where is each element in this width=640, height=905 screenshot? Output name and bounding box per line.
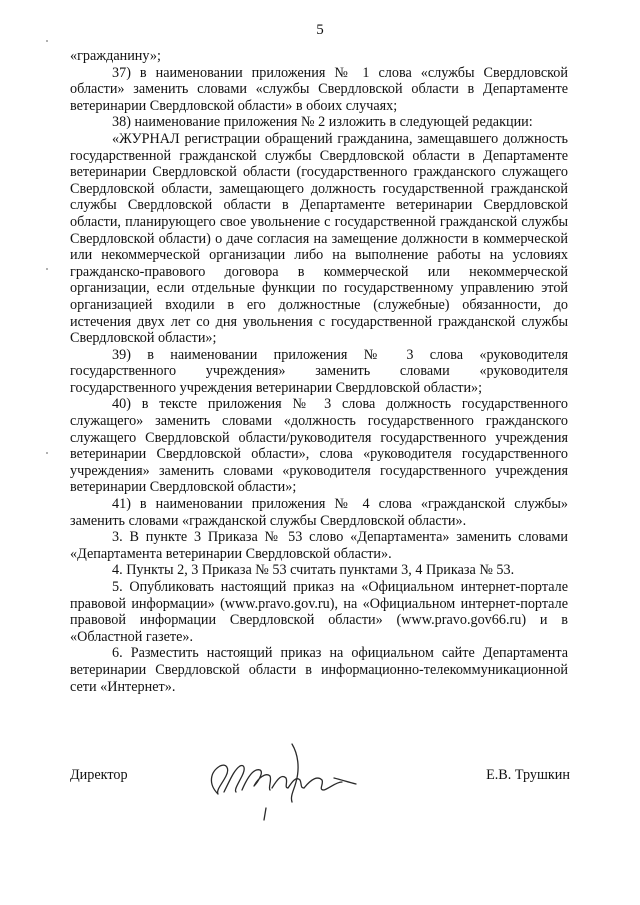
paragraph-point-5: 5. Опубликовать настоящий приказ на «Официальном интернет-портале правовой информации» (www.pravo.gov.ru), на «Официальном интернет-портале правовой информации Свердловской области» (www.pravo.gov66.ru) и в «Областной газете». — [70, 579, 568, 645]
margin-mark — [46, 40, 48, 42]
paragraph-item-38: 38) наименование приложения № 2 изложить в следующей редакции: — [112, 114, 533, 131]
document-body — [70, 48, 568, 695]
paragraph-item-39: 39) в наименовании приложения № 3 слова «руководителя государственного учреждения» заменить словами «руководителя государственного учреждения ветеринарии Свердловской области»; — [70, 346, 568, 396]
paragraph-continuation: «гражданину»; — [70, 48, 161, 64]
signatory-name: Е.В. Трушкин — [486, 767, 570, 783]
page-number: 5 — [316, 22, 324, 38]
paragraph-point-6: 6. Разместить настоящий приказ на официальном сайте Департамента ветеринарии Свердловской области в информационно-телекоммуникационной сети «Интернет». — [70, 645, 568, 695]
paragraph-item-40: 40) в тексте приложения № 3 слова должность государственного служащего» заменить словами «должность государственного гражданского служащего Свердловской области/руководителя государственного учреждения ветеринарии Свердловской области», слова «руководителя государственного учреждения» заменить словами «руководителя государственного учреждения ветеринарии Свердловской области»; — [70, 396, 568, 496]
paragraph-item-41: 41) в наименовании приложения № 4 слова «гражданской службы» заменить словами «гражданской службы Свердловской области». — [70, 496, 568, 529]
margin-mark — [46, 452, 48, 454]
paragraph-item-37: 37) в наименовании приложения № 1 слова «службы Свердловской области» заменить словами «службы Свердловской области в Департаменте ветеринарии Свердловской области» в обоих случаях; — [70, 64, 568, 114]
handwritten-signature — [196, 732, 366, 822]
signatory-title: Директор — [70, 767, 128, 783]
paragraph-point-4: 4. Пункты 2, 3 Приказа № 53 считать пунктами 3, 4 Приказа № 53. — [112, 562, 515, 579]
margin-mark — [46, 268, 48, 270]
paragraph-point-3: 3. В пункте 3 Приказа № 53 слово «Департамента» заменить словами «Департамента ветеринарии Свердловской области». — [70, 529, 568, 562]
paragraph-journal-title: «ЖУРНАЛ регистрации обращений гражданина, замещавшего должность государственной гражданской службы Свердловской области в Департаменте ветеринарии Свердловской области (государственного гражданского служащего Свердловской области, замещающего должность государственной гражданской службы Свердловской области в Департаменте ветеринарии Свердловской области, планирующего свое увольнение с государственной гражданской службы Свердловской области) о даче согласия на замещение должности в коммерческой или некоммерческой организации либо на выполнение работы на условиях гражданско-правового договора в коммерческой или некоммерческой организации, если отдельные функции по государственному управлению этой организацией входили в его должностные (служебные) обязанности, до истечения двух лет со дня увольнения с государственной гражданской службы Свердловской области»; — [70, 130, 568, 347]
